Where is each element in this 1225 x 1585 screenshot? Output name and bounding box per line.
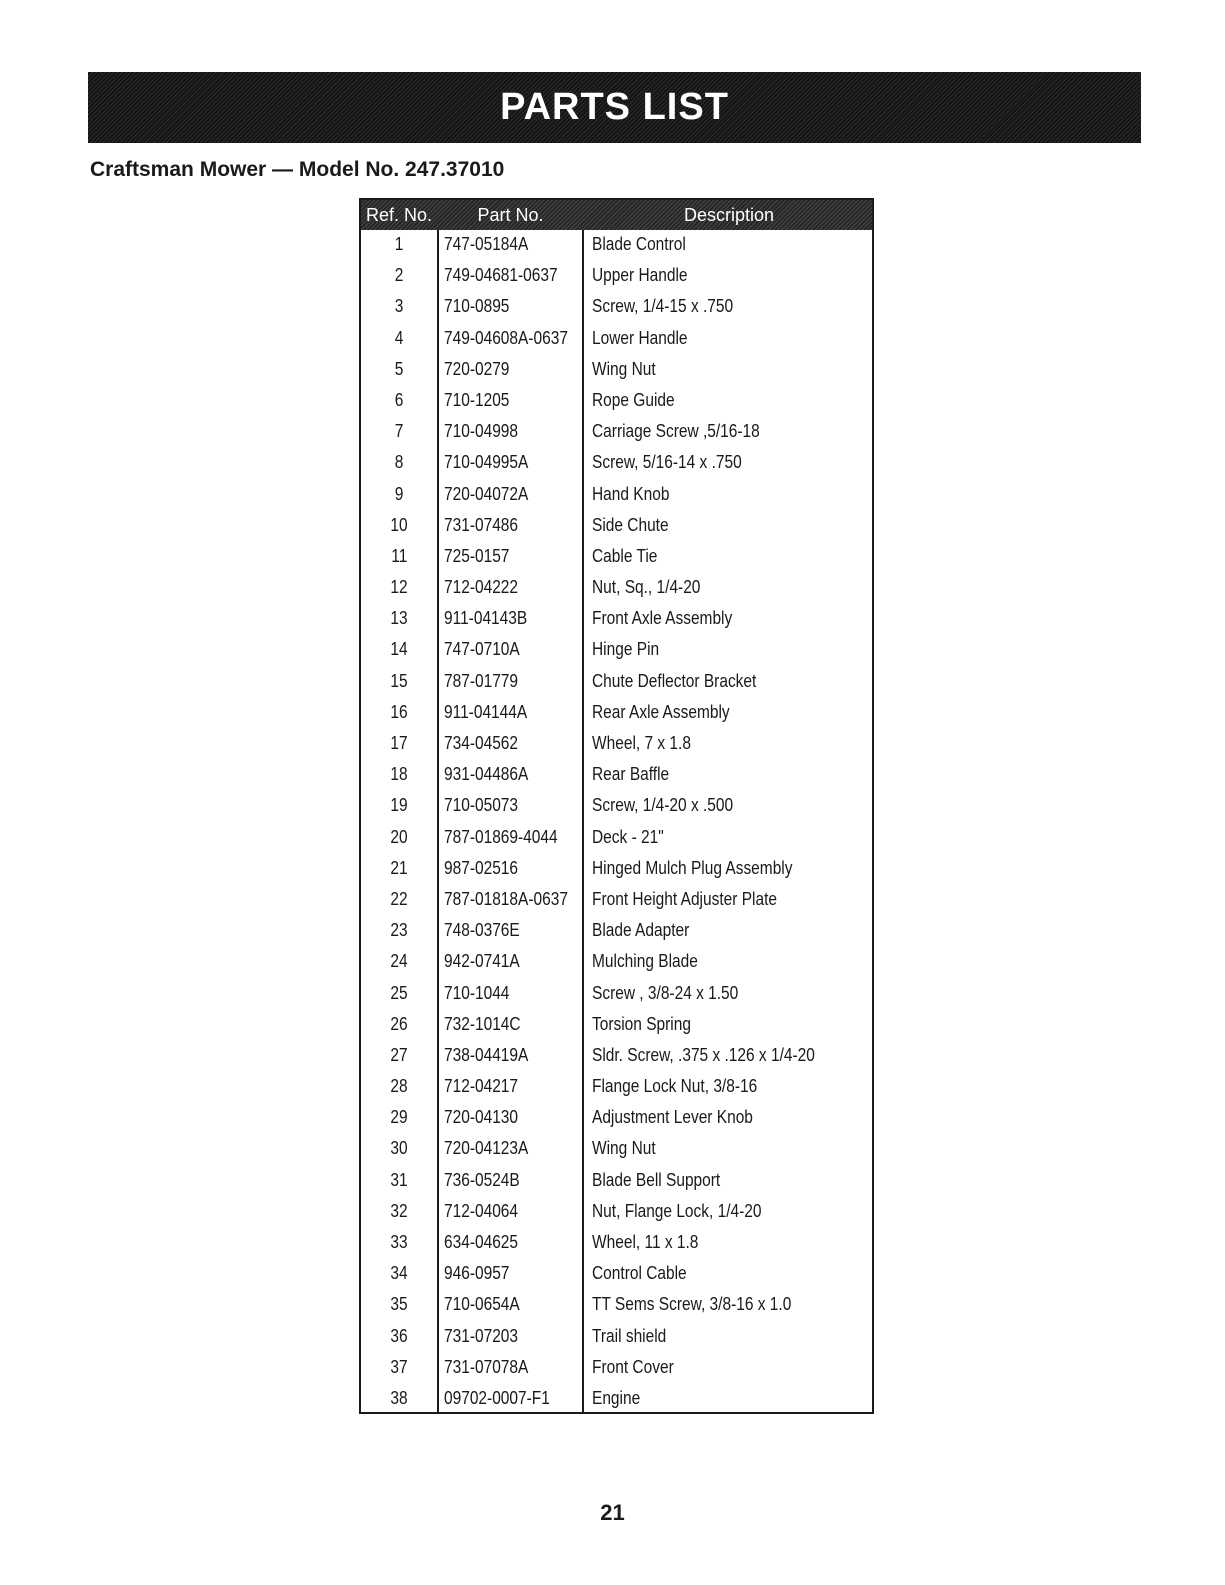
description-cell: TT Sems Screw, 3/8-16 x 1.0 [592, 1294, 792, 1315]
ref-no-cell: 8 [394, 452, 404, 473]
table-row [361, 1290, 872, 1321]
ref-no-cell: 14 [390, 639, 408, 660]
table-row [361, 667, 872, 698]
description-cell: Front Axle Assembly [592, 608, 733, 629]
description-cell: Nut, Sq., 1/4-20 [592, 577, 701, 598]
table-row [361, 573, 872, 604]
description-cell: Lower Handle [592, 327, 688, 348]
part-no-cell: 942-0741A [444, 951, 520, 972]
part-no-cell: 710-1044 [444, 982, 510, 1003]
description-cell: Control Cable [592, 1263, 687, 1284]
part-no-cell: 749-04608A-0637 [444, 327, 568, 348]
table-row [361, 1322, 872, 1353]
parts-table [359, 198, 874, 1414]
description-cell: Engine [592, 1387, 641, 1408]
ref-no-cell: 15 [390, 670, 408, 691]
table-row [361, 542, 872, 573]
table-row [361, 1103, 872, 1134]
table-row [361, 1197, 872, 1228]
description-cell: Hinged Mulch Plug Assembly [592, 857, 793, 878]
part-no-cell: 911-04143B [444, 608, 528, 629]
description-cell: Front Height Adjuster Plate [592, 888, 778, 909]
description-cell: Torsion Spring [592, 1013, 691, 1034]
ref-no-cell: 35 [390, 1294, 408, 1315]
parts-list-banner [88, 72, 1141, 143]
description-cell: Wing Nut [592, 1138, 656, 1159]
table-row [361, 386, 872, 417]
description-cell: Flange Lock Nut, 3/8-16 [592, 1076, 758, 1097]
ref-no-cell: 33 [390, 1232, 408, 1252]
description-cell: Front Cover [592, 1356, 674, 1377]
column-header-description: Description [683, 205, 775, 225]
description-cell: Blade Adapter [592, 920, 690, 941]
table-row [361, 1166, 872, 1197]
part-no-cell: 725-0157 [444, 545, 510, 566]
table-row [361, 1134, 872, 1165]
ref-no-cell: 9 [394, 483, 404, 504]
page-title: PARTS LIST [500, 86, 729, 128]
part-no-cell: 720-04072A [444, 483, 529, 504]
part-no-cell: 731-07203 [444, 1325, 519, 1346]
ref-no-cell: 34 [390, 1263, 408, 1284]
ref-no-cell: 28 [390, 1076, 408, 1097]
part-no-cell: 736-0524B [444, 1169, 520, 1190]
description-cell: Wing Nut [592, 358, 656, 379]
table-row [361, 635, 872, 666]
ref-no-cell: 16 [390, 701, 408, 722]
description-cell: Screw, 1/4-15 x .750 [592, 296, 734, 317]
table-row [361, 448, 872, 479]
part-no-cell: 710-04998 [444, 421, 519, 442]
part-no-cell: 734-04562 [444, 733, 519, 753]
part-no-cell: 738-04419A [444, 1044, 529, 1065]
ref-no-cell: 6 [394, 389, 404, 410]
description-cell: Adjustment Lever Knob [592, 1107, 753, 1128]
ref-no-cell: 37 [390, 1356, 408, 1377]
description-cell: Side Chute [592, 514, 669, 535]
table-row [361, 791, 872, 822]
part-no-cell: 710-05073 [444, 795, 519, 816]
ref-no-cell: 32 [390, 1200, 408, 1221]
ref-no-cell: 2 [394, 265, 404, 286]
ref-no-cell: 21 [390, 857, 408, 878]
part-no-cell: 710-1205 [444, 389, 510, 410]
table-row [361, 1384, 872, 1415]
part-no-cell: 09702-0007-F1 [444, 1387, 550, 1408]
part-no-cell: 712-04217 [444, 1076, 519, 1097]
ref-no-cell: 23 [390, 920, 408, 941]
part-no-cell: 946-0957 [444, 1263, 510, 1284]
table-row [361, 1259, 872, 1290]
table-row [361, 230, 872, 261]
description-cell: Chute Deflector Bracket [592, 670, 757, 691]
ref-no-cell: 10 [390, 514, 408, 535]
table-row [361, 261, 872, 292]
ref-no-cell: 19 [390, 795, 408, 816]
description-cell: Blade Bell Support [592, 1169, 721, 1190]
table-row [361, 1010, 872, 1041]
description-cell: Wheel, 7 x 1.8 [592, 733, 691, 753]
part-no-cell: 749-04681-0637 [444, 265, 558, 286]
description-cell: Screw , 3/8-24 x 1.50 [592, 982, 739, 1003]
description-cell: Hand Knob [592, 483, 670, 504]
description-cell: Wheel, 11 x 1.8 [592, 1232, 699, 1252]
table-row [361, 1072, 872, 1103]
table-row [361, 511, 872, 542]
description-cell: Sldr. Screw, .375 x .126 x 1/4-20 [592, 1044, 815, 1065]
part-no-cell: 787-01779 [444, 670, 519, 691]
part-no-cell: 712-04222 [444, 577, 519, 598]
description-cell: Nut, Flange Lock, 1/4-20 [592, 1200, 762, 1221]
table-row [361, 355, 872, 386]
table-row [361, 292, 872, 323]
ref-no-cell: 27 [390, 1044, 408, 1065]
ref-no-cell: 36 [390, 1325, 408, 1346]
part-no-cell: 634-04625 [444, 1232, 519, 1252]
part-no-cell: 732-1014C [444, 1013, 521, 1034]
ref-no-cell: 20 [390, 826, 408, 847]
part-no-cell: 911-04144A [444, 701, 528, 722]
table-row [361, 480, 872, 511]
ref-no-cell: 30 [390, 1138, 408, 1159]
ref-no-cell: 11 [390, 545, 408, 566]
ref-no-cell: 3 [394, 296, 404, 317]
part-no-cell: 931-04486A [444, 764, 529, 785]
ref-no-cell: 22 [390, 888, 408, 909]
ref-no-cell: 31 [390, 1169, 408, 1190]
description-cell: Mulching Blade [592, 951, 698, 972]
ref-no-cell: 1 [394, 234, 404, 254]
table-body [361, 230, 872, 1415]
description-cell: Hinge Pin [592, 639, 660, 660]
part-no-cell: 747-05184A [444, 234, 529, 254]
table-row [361, 947, 872, 978]
ref-no-cell: 24 [390, 951, 408, 972]
description-cell: Carriage Screw ,5/16-18 [592, 421, 760, 442]
part-no-cell: 731-07078A [444, 1356, 529, 1377]
description-cell: Rear Baffle [592, 764, 670, 785]
table-row [361, 417, 872, 448]
part-no-cell: 710-0895 [444, 296, 510, 317]
part-no-cell: 720-0279 [444, 358, 510, 379]
ref-no-cell: 17 [390, 733, 408, 753]
ref-no-cell: 29 [390, 1107, 408, 1128]
table-row [361, 854, 872, 885]
ref-no-cell: 13 [390, 608, 408, 629]
ref-no-cell: 7 [394, 421, 404, 442]
description-cell: Rope Guide [592, 389, 675, 410]
description-cell: Blade Control [592, 234, 686, 254]
table-row [361, 760, 872, 791]
description-cell: Cable Tie [592, 545, 658, 566]
ref-no-cell: 26 [390, 1013, 408, 1034]
description-cell: Upper Handle [592, 265, 688, 286]
part-no-cell: 710-04995A [444, 452, 529, 473]
table-row [361, 1041, 872, 1072]
description-cell: Deck - 21" [592, 826, 664, 847]
table-row [361, 916, 872, 947]
table-row [361, 604, 872, 635]
table-row [361, 823, 872, 854]
part-no-cell: 787-01818A-0637 [444, 888, 568, 909]
ref-no-cell: 5 [394, 358, 404, 379]
description-cell: Trail shield [592, 1325, 667, 1346]
part-no-cell: 712-04064 [444, 1200, 519, 1221]
part-no-cell: 748-0376E [444, 920, 520, 941]
description-cell: Rear Axle Assembly [592, 701, 730, 722]
table-row [361, 324, 872, 355]
table-header [361, 200, 872, 230]
ref-no-cell: 25 [390, 982, 408, 1003]
page-number: 21 [600, 1500, 625, 1525]
ref-no-cell: 38 [390, 1387, 408, 1408]
part-no-cell: 710-0654A [444, 1294, 520, 1315]
ref-no-cell: 18 [390, 764, 408, 785]
table-row [361, 1353, 872, 1384]
part-no-cell: 731-07486 [444, 514, 519, 535]
part-no-cell: 720-04130 [444, 1107, 519, 1128]
column-header-part-no: Part No. [477, 205, 544, 225]
table-row [361, 979, 872, 1010]
part-no-cell: 747-0710A [444, 639, 520, 660]
column-header-ref-no: Ref. No. [365, 205, 433, 225]
table-row [361, 1228, 872, 1259]
part-no-cell: 787-01869-4044 [444, 826, 558, 847]
model-subtitle: Craftsman Mower — Model No. 247.37010 [90, 158, 505, 181]
part-no-cell: 987-02516 [444, 857, 519, 878]
ref-no-cell: 12 [390, 577, 408, 598]
table-row [361, 885, 872, 916]
table-row [361, 698, 872, 729]
ref-no-cell: 4 [394, 327, 404, 348]
table-row [361, 729, 872, 760]
description-cell: Screw, 5/16-14 x .750 [592, 452, 742, 473]
part-no-cell: 720-04123A [444, 1138, 529, 1159]
description-cell: Screw, 1/4-20 x .500 [592, 795, 734, 816]
